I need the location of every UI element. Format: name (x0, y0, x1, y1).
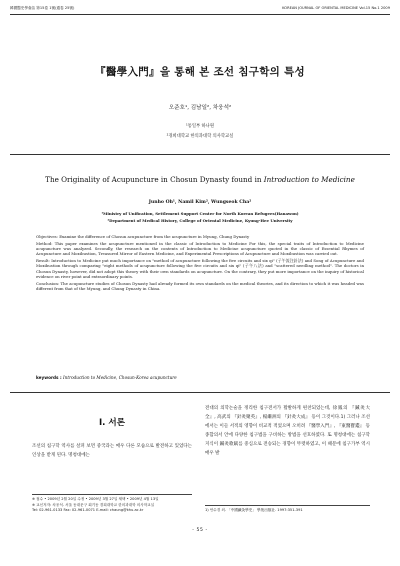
title-divider (10, 154, 390, 155)
intro-paragraph-left: 조선의 침구학 역사를 살펴 보면 중국과는 매우 다른 모습으로 발전하고 있었다는 인상을 받게 된다. 명청대에는 (32, 444, 192, 459)
left-column (32, 402, 192, 460)
abstract-divider (10, 392, 390, 393)
right-column (205, 404, 370, 459)
keywords-text: Introduction to Medicine, Chosun-Korea acupuncture (63, 375, 177, 380)
english-affiliation-1: ¹Ministry of Unification, Settlement Support Center for North Korean Refugees(Hanawon) (101, 211, 299, 216)
page-number: - 55 - (192, 528, 208, 533)
intro-paragraph-right: 전대의 의학논술을 정리한 침구전서가 활발하게 편찬되었는데, 徐鳳의 『鍼灸大全』, 高武의 『針灸聚英』, 楊繼洲의 『針灸大成』 등이 그것이다.1) 그러나 조선에서는 이들 서적의 영향이 비교적 적었으며 오히려 『醫學入門』, 『東醫寶鑑』 등 종합의서 안에 다양한 침구법을 구비하는 방법을 선호하였다. 또 명청대에는 침구학 지식이 鍼灸歌賦를 중심으로 전승되는 경향이 뚜렷하였고, 이 때문에 침구가부 역시 매우 발 (205, 406, 370, 457)
keywords (36, 375, 364, 380)
english-title (0, 175, 400, 184)
english-affiliation-2: ²Department of Medical History, College of Oriental Medicine, Kyung-Hee University (107, 218, 293, 223)
korean-authors: 오준호¹, 김남일², 차웅석² (168, 105, 232, 111)
korean-title: 『醫學入門』을 통해 본 조선 침구학의 특성 (95, 66, 305, 78)
korean-affiliation-2: ²경희대학교 한의과대학 의사학교실 (166, 134, 234, 139)
abstract-method: Method: This paper examines the acupuncture mentioned in the classic of Introduction to Medicine For this, the special traits of Introduction to Medicine acupuncture was analyzed. Secondly, the research on the contents of Introduction to Medicine acupuncture quoted in the classic of Essential Rhymes of Acupuncture and Moxibustion, Treasured Mirror of Eastern Medicine, and Experimental Prescriptions of Acupuncture and Moxibustion was carried out. (36, 240, 364, 257)
english-title-italic: Introduction to Medicine (263, 175, 355, 184)
korean-affiliation-1: ¹통일부 하나원 (186, 124, 214, 129)
english-title-main: The Originality of Acupuncture in Chosun Dynasty found in (45, 175, 264, 184)
notes-line-3: Tel: 02-961-0133 Fax: 02-961-0071 E-mail: chaung@khu.ac.kr (32, 508, 144, 513)
journal-header-right: KOREAN JOURNAL OF ORIENTAL MEDICINE Vol.15 No.1 2009 (282, 6, 390, 10)
keywords-label: keywords : (36, 375, 62, 380)
footnote: 1) 안수경 외. 「中國鍼灸學史」 學苑出版社. 1997:351-391 (205, 505, 370, 513)
header-rule (10, 14, 390, 15)
abstract-objectives: Objectives: Examine the difference of Chosun acupuncture from the acupuncture in Myung, Chung Dynasty (36, 234, 250, 239)
notes-line-1: ※ 접수 • 2009년 2월 20일 수정 • 2009년 3월 27일 채택 • 2009년 4월 13일 (32, 497, 159, 501)
section-title: Ⅰ. 서론 (98, 418, 126, 428)
submission-notes (32, 494, 192, 514)
abstract-conclusion: Conclusion: The acupuncture studies of Chosun Dynasty had already formed its own standards on the medical theories, and its direction to which it was headed was different from that of the Myung, and Chung Dynasty in China. (36, 280, 364, 292)
abstract-result: Result: Introduction to Medicine put much importance on "method of acupuncture following the five circuits and six qi" (子午流注針法) and Song of Acupuncture and Moxibustion through comparing "eight methods of acupuncture following the five circuits and six qi" (子午八法) and "scattered needling method". The doctors in Chosun Dynasty, however, did not adopt this theory with their own standards on acupuncture. On the contrary, they put more importance on the inquiry of historical evidence on river point and extraordinary points. (36, 258, 364, 280)
notes-line-2: ※ 교신저자: 차웅석. 서울 동대문구 회기동 경희대학교 한의과대학 의사학교실 (32, 502, 155, 507)
running-header (10, 6, 390, 14)
english-authors: Junho Oh¹, Namil Kim², Wungseok Cha² (148, 200, 252, 205)
journal-header-left: 韓國醫史學會誌 第15卷 1號(通卷 25號) (10, 6, 75, 10)
abstract (36, 234, 364, 293)
